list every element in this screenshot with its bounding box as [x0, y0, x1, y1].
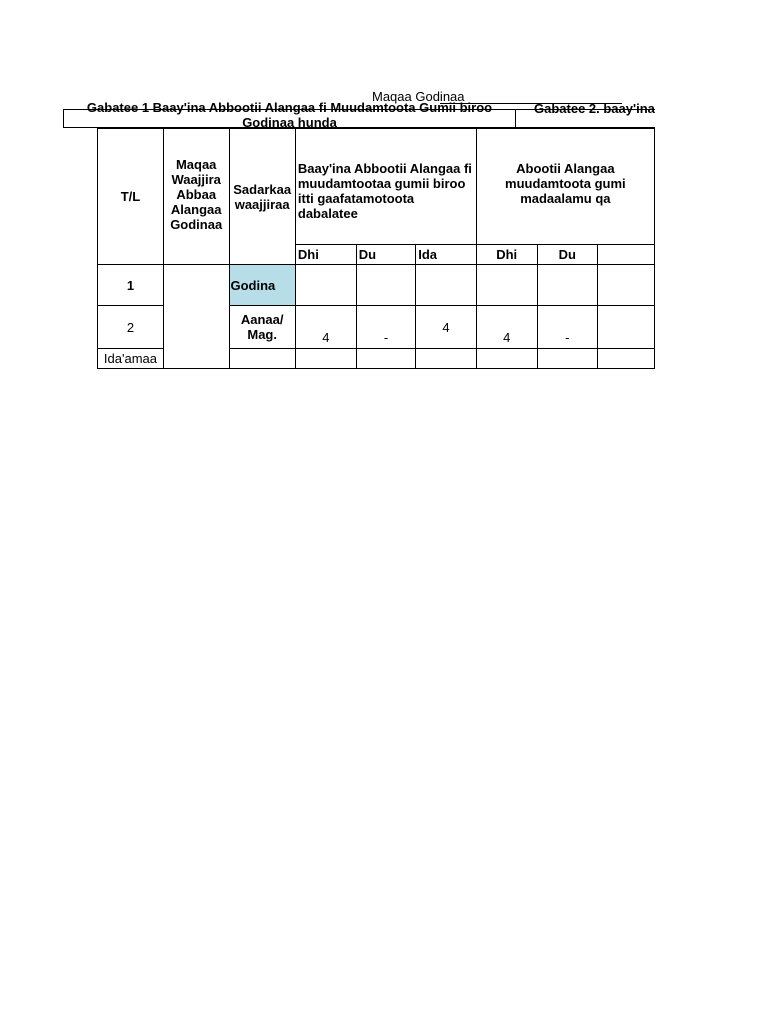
- g1-total-cell[interactable]: 4: [416, 306, 477, 349]
- sheet-viewport: [0, 0, 655, 400]
- table1-title-line2: Godinaa hunda: [242, 115, 337, 130]
- header-g1-female[interactable]: Du: [356, 245, 415, 265]
- total-g1-male-cell[interactable]: [295, 349, 356, 369]
- header-office-level[interactable]: Sadarkaa waajjiraa: [229, 129, 295, 265]
- staff-table: [97, 128, 655, 369]
- row-number[interactable]: 1: [98, 265, 164, 306]
- level-cell[interactable]: Aanaa/ Mag.: [229, 306, 295, 349]
- row-number[interactable]: 2: [98, 306, 164, 349]
- header-group2[interactable]: Abootii Alangaa muudamtoota gumi madaalamu qa: [476, 129, 654, 245]
- header-group1[interactable]: Baay'ina Abbootii Alangaa fi muudamtootaa gumii biroo itti gaafatamotoota dabalatee: [295, 129, 476, 245]
- header-tl[interactable]: T/L: [98, 129, 164, 265]
- g2-male-cell[interactable]: [476, 265, 537, 306]
- total-g1-female-cell[interactable]: [356, 349, 415, 369]
- header-g2-extra[interactable]: [597, 245, 654, 265]
- total-level-cell[interactable]: [229, 349, 295, 369]
- g2-female-cell[interactable]: -: [537, 306, 597, 349]
- table1-title-line1: Gabatee 1 Baay'ina Abbootii Alangaa fi Muudamtoota Gumii biroo: [86, 100, 493, 115]
- g1-female-cell[interactable]: [356, 265, 415, 306]
- county-name-label: Maqaa Godinaa: [372, 89, 465, 104]
- g1-male-cell[interactable]: [295, 265, 356, 306]
- g1-female-cell[interactable]: -: [356, 306, 415, 349]
- table1-title: [63, 100, 516, 130]
- g2-female-cell[interactable]: [537, 265, 597, 306]
- table2-title: Gabatee 2. baay'ina: [534, 101, 655, 116]
- office-name-cell[interactable]: [163, 265, 229, 369]
- header-office-name[interactable]: Maqaa Waajjira Abbaa Alangaa Godinaa: [163, 129, 229, 265]
- level-cell[interactable]: Godina: [229, 265, 295, 306]
- header-row-main: [98, 129, 655, 245]
- g1-total-cell[interactable]: [416, 265, 477, 306]
- header-g1-male[interactable]: Dhi: [295, 245, 356, 265]
- total-g1-total-cell[interactable]: [416, 349, 477, 369]
- g2-extra-cell[interactable]: [597, 306, 654, 349]
- g2-extra-cell[interactable]: [597, 265, 654, 306]
- total-g2-male-cell[interactable]: [476, 349, 537, 369]
- header-g2-male[interactable]: Dhi: [476, 245, 537, 265]
- header-g1-total[interactable]: Ida: [416, 245, 477, 265]
- total-g2-extra-cell[interactable]: [597, 349, 654, 369]
- header-g2-female[interactable]: Du: [537, 245, 597, 265]
- total-label[interactable]: Ida'amaa: [98, 349, 164, 369]
- total-g2-female-cell[interactable]: [537, 349, 597, 369]
- table-row: [98, 265, 655, 306]
- g2-male-cell[interactable]: 4: [476, 306, 537, 349]
- g1-male-cell[interactable]: 4: [295, 306, 356, 349]
